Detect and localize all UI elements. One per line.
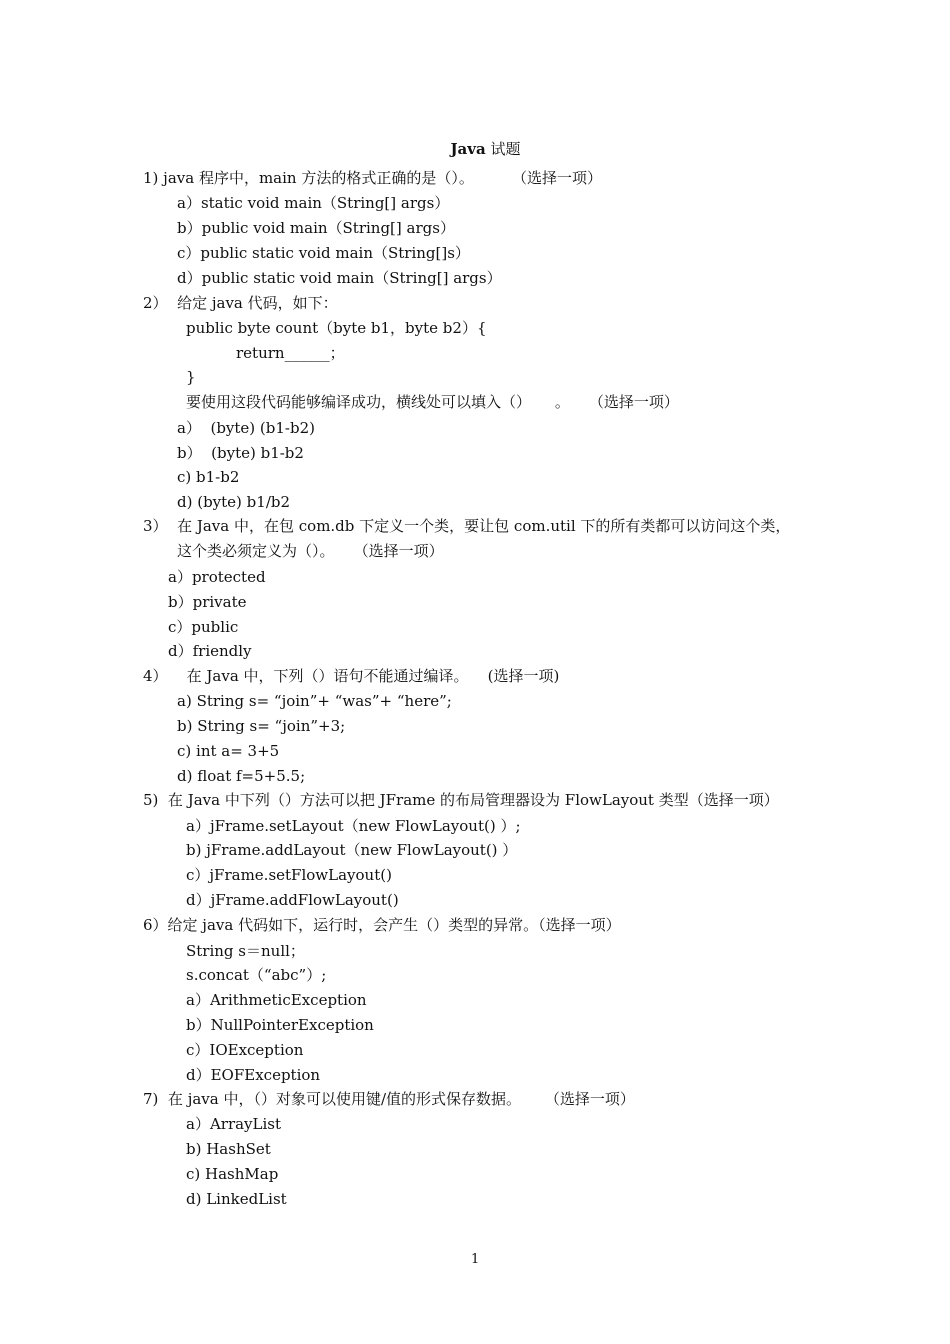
question-3-text: 3） 在 Java 中，在包 com.db 下定义一个类，要让包 com.util 下的所有类都可以访问这个类，: [143, 517, 791, 535]
page-number: 1: [471, 1252, 480, 1267]
question-1-option-a: a）static void main（String[] args）: [177, 194, 450, 212]
question-4-text: 4） 在 Java 中，下列（）语句不能通过编译。 (选择一项): [143, 667, 560, 685]
question-6-option-b: b）NullPointerException: [186, 1016, 374, 1034]
question-4-option-c: c) int a= 3+5: [177, 742, 280, 760]
question-7-text: 7) 在 java 中，（）对象可以使用键/值的形式保存数据。 （选择一项）: [143, 1090, 635, 1108]
question-4-option-b: b) String s= “join”+3;: [177, 717, 346, 735]
question-1-option-b: b）public void main（String[] args）: [177, 219, 455, 237]
page-title: [440, 119, 521, 159]
question-1-option-d: d）public static void main（String[] args）: [177, 269, 502, 287]
question-3-option-b: b）private: [168, 593, 247, 611]
question-2-code-line-3: }: [186, 368, 196, 386]
question-5-option-a: a）jFrame.setLayout（new FlowLayout() ）;: [186, 817, 521, 835]
page-title-rest: 试题: [485, 140, 521, 158]
question-5-option-d: d）jFrame.addFlowLayout(): [186, 891, 399, 909]
question-5-text: 5) 在 Java 中下列（）方法可以把 JFrame 的布局管理器设为 FlowLayout 类型（选择一项）: [143, 791, 779, 809]
question-6-option-d: d）EOFException: [186, 1066, 321, 1084]
question-6-code-line-1: String s＝null；: [186, 942, 305, 960]
question-4-option-a: a) String s= “join”+ “was”+ “here”;: [177, 692, 452, 710]
question-2-code-line-1: public byte count（byte b1，byte b2）{: [186, 319, 487, 337]
question-2-option-a: a） (byte) (b1-b2): [177, 419, 315, 437]
question-2-option-c: c) b1-b2: [177, 468, 240, 486]
question-7-option-b: b) HashSet: [186, 1140, 271, 1158]
question-3-option-c: c）public: [168, 618, 239, 636]
question-6-text: 6）给定 java 代码如下，运行时，会产生（）类型的异常。（选择一项）: [143, 916, 621, 934]
question-7-option-a: a）ArrayList: [186, 1115, 282, 1133]
question-1-option-c: c）public static void main（String[]s）: [177, 244, 470, 262]
question-7-option-c: c) HashMap: [186, 1165, 279, 1183]
question-6-option-c: c）IOException: [186, 1041, 304, 1059]
question-5-option-c: c）jFrame.setFlowLayout(): [186, 866, 392, 884]
page-title-bold: Java: [450, 140, 486, 158]
question-2-code-line-2: return______；: [236, 344, 345, 362]
question-6-option-a: a）ArithmeticException: [186, 991, 367, 1009]
question-3-option-d: d）friendly: [168, 642, 252, 660]
question-4-option-d: d) float f=5+5.5;: [177, 767, 306, 785]
question-2-option-b: b） (byte) b1-b2: [177, 444, 304, 462]
question-6-code-line-2: s.concat（“abc”）;: [186, 966, 327, 984]
question-3-text-cont: 这个类必须定义为（）。 （选择一项）: [177, 542, 444, 560]
question-1-text: 1) java 程序中，main 方法的格式正确的是（）。 （选择一项）: [143, 169, 602, 187]
question-7-option-d: d) LinkedList: [186, 1190, 287, 1208]
question-2-text: 2） 给定 java 代码，如下：: [143, 294, 338, 312]
question-5-option-b: b) jFrame.addLayout（new FlowLayout() ）: [186, 841, 518, 859]
question-2-prompt: 要使用这段代码能够编译成功，横线处可以填入（） 。 （选择一项）: [186, 393, 679, 411]
question-2-option-d: d) (byte) b1/b2: [177, 493, 291, 511]
question-3-option-a: a）protected: [168, 568, 266, 586]
